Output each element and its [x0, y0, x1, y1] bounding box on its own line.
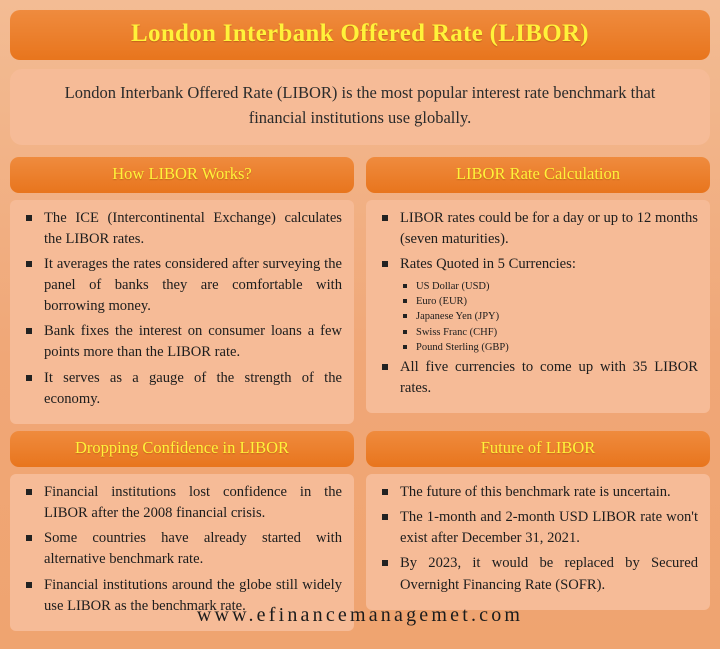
currency-sub-list [380, 279, 698, 355]
card-body [10, 200, 354, 424]
card-heading-text: LIBOR Rate Calculation [455, 163, 621, 183]
footer-website: www.efinancemanagemet.com [196, 604, 524, 626]
card-dropping-confidence [10, 431, 354, 631]
page-title: London Interbank Offered Rate (LIBOR) [131, 20, 589, 47]
list-item: Bank fixes the interest on consumer loans a few points more than the LIBOR rate. [24, 321, 342, 363]
list-item: Financial institutions around the globe still widely use LIBOR as the benchmark rate. [24, 575, 342, 617]
card-heading-bar [366, 157, 710, 193]
card-future-of-libor [366, 431, 710, 631]
list-item: US Dollar (USD) [402, 279, 698, 294]
card-heading-bar [10, 157, 354, 193]
list-item: The 1-month and 2-month USD LIBOR rate won't exist after December 31, 2021. [380, 507, 698, 549]
card-body [366, 474, 710, 610]
list-item: Some countries have already started with alternative benchmark rate. [24, 528, 342, 570]
card-heading-bar [10, 431, 354, 467]
card-libor-rate-calculation [366, 157, 710, 424]
list-item: Financial institutions lost confidence in the LIBOR after the 2008 financial crisis. [24, 482, 342, 524]
list-item: It averages the rates considered after surveying the panel of banks they are comfortable with borrowing money. [24, 254, 342, 317]
list-item: LIBOR rates could be for a day or up to 12 months (seven maturities). [380, 208, 698, 250]
list-item: The ICE (Intercontinental Exchange) calculates the LIBOR rates. [24, 208, 342, 250]
list-item: All five currencies to come up with 35 LIBOR rates. [380, 357, 698, 399]
card-heading-text: Dropping Confidence in LIBOR [74, 437, 289, 457]
title-banner [10, 10, 710, 60]
list-item: Swiss Franc (CHF) [402, 325, 698, 340]
bullet-list [380, 482, 698, 596]
list-item: Rates Quoted in 5 Currencies: [380, 254, 698, 275]
bullet-list [24, 208, 342, 410]
card-heading-text: Future of LIBOR [480, 437, 596, 457]
card-body [366, 200, 710, 414]
bullet-list-continued [380, 357, 698, 399]
intro-panel [10, 69, 710, 145]
bullet-list [24, 482, 342, 617]
list-item: It serves as a gauge of the strength of the economy. [24, 368, 342, 410]
list-item: By 2023, it would be replaced by Secured Overnight Financing Rate (SOFR). [380, 553, 698, 595]
cards-grid [10, 157, 710, 638]
list-item: The future of this benchmark rate is uncertain. [380, 482, 698, 503]
card-how-libor-works [10, 157, 354, 424]
bullet-list [380, 208, 698, 275]
list-item: Pound Sterling (GBP) [402, 340, 698, 355]
card-heading-bar [366, 431, 710, 467]
list-item: Euro (EUR) [402, 294, 698, 309]
intro-text: London Interbank Offered Rate (LIBOR) is the most popular interest rate benchmark that financial institutions use globally. [64, 83, 656, 127]
card-heading-text: How LIBOR Works? [112, 163, 252, 183]
list-item: Japanese Yen (JPY) [402, 309, 698, 324]
